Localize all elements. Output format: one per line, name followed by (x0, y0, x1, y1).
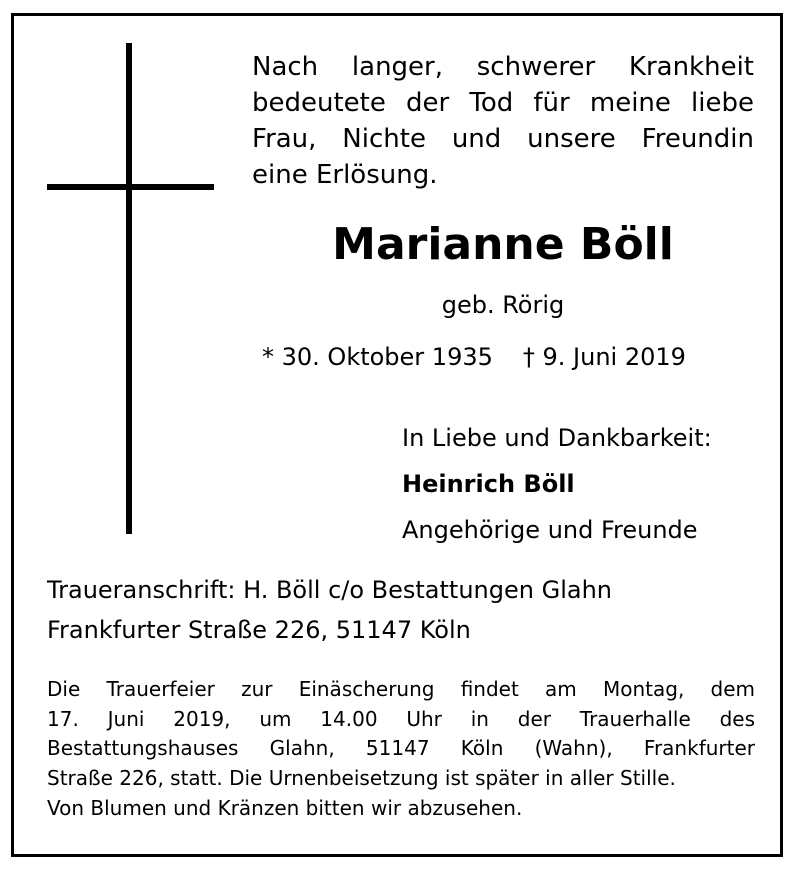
intro-line: Frau, Nichte und unsere Freundin (252, 124, 754, 154)
life-dates (262, 340, 748, 374)
mourning-address (47, 570, 757, 650)
ceremony-line: Bestattungshauses Glahn, 51147 Köln (Wahn), Frankfurter (47, 736, 755, 760)
intro-text (252, 49, 754, 193)
intro-line: bedeutete der Tod für meine liebe (252, 88, 754, 118)
birth-name: geb. Rörig (441, 291, 565, 319)
mourners-others: Angehörige und Freunde (402, 516, 698, 544)
deceased-name: Marianne Böll (332, 219, 674, 270)
intro-line: eine Erlösung. (252, 160, 438, 190)
cross-icon-beam (47, 184, 214, 190)
mourner-signer: Heinrich Böll (402, 470, 575, 498)
ceremony-line: Straße 226, statt. Die Urnenbeisetzung ist später in aller Stille. (47, 765, 676, 790)
intro-line: Nach langer, schwerer Krankheit (252, 52, 754, 82)
address-line: Traueranschrift: H. Böll c/o Bestattungen Glahn (47, 576, 612, 604)
birth-date: * 30. Oktober 1935 (262, 343, 493, 371)
death-date: † 9. Juni 2019 (522, 343, 686, 371)
mourners-block (402, 415, 762, 553)
ceremony-line: 17. Juni 2019, um 14.00 Uhr in der Trauerhalle des (47, 706, 755, 731)
address-line: Frankfurter Straße 226, 51147 Köln (47, 616, 471, 644)
cross-icon (126, 43, 132, 534)
mourners-heading: In Liebe und Dankbarkeit: (402, 424, 712, 452)
ceremony-info (47, 675, 755, 793)
flowers-note: Von Blumen und Kränzen bitten wir abzusehen. (47, 796, 523, 820)
ceremony-line: Die Trauerfeier zur Einäscherung findet am Montag, dem (47, 677, 755, 701)
